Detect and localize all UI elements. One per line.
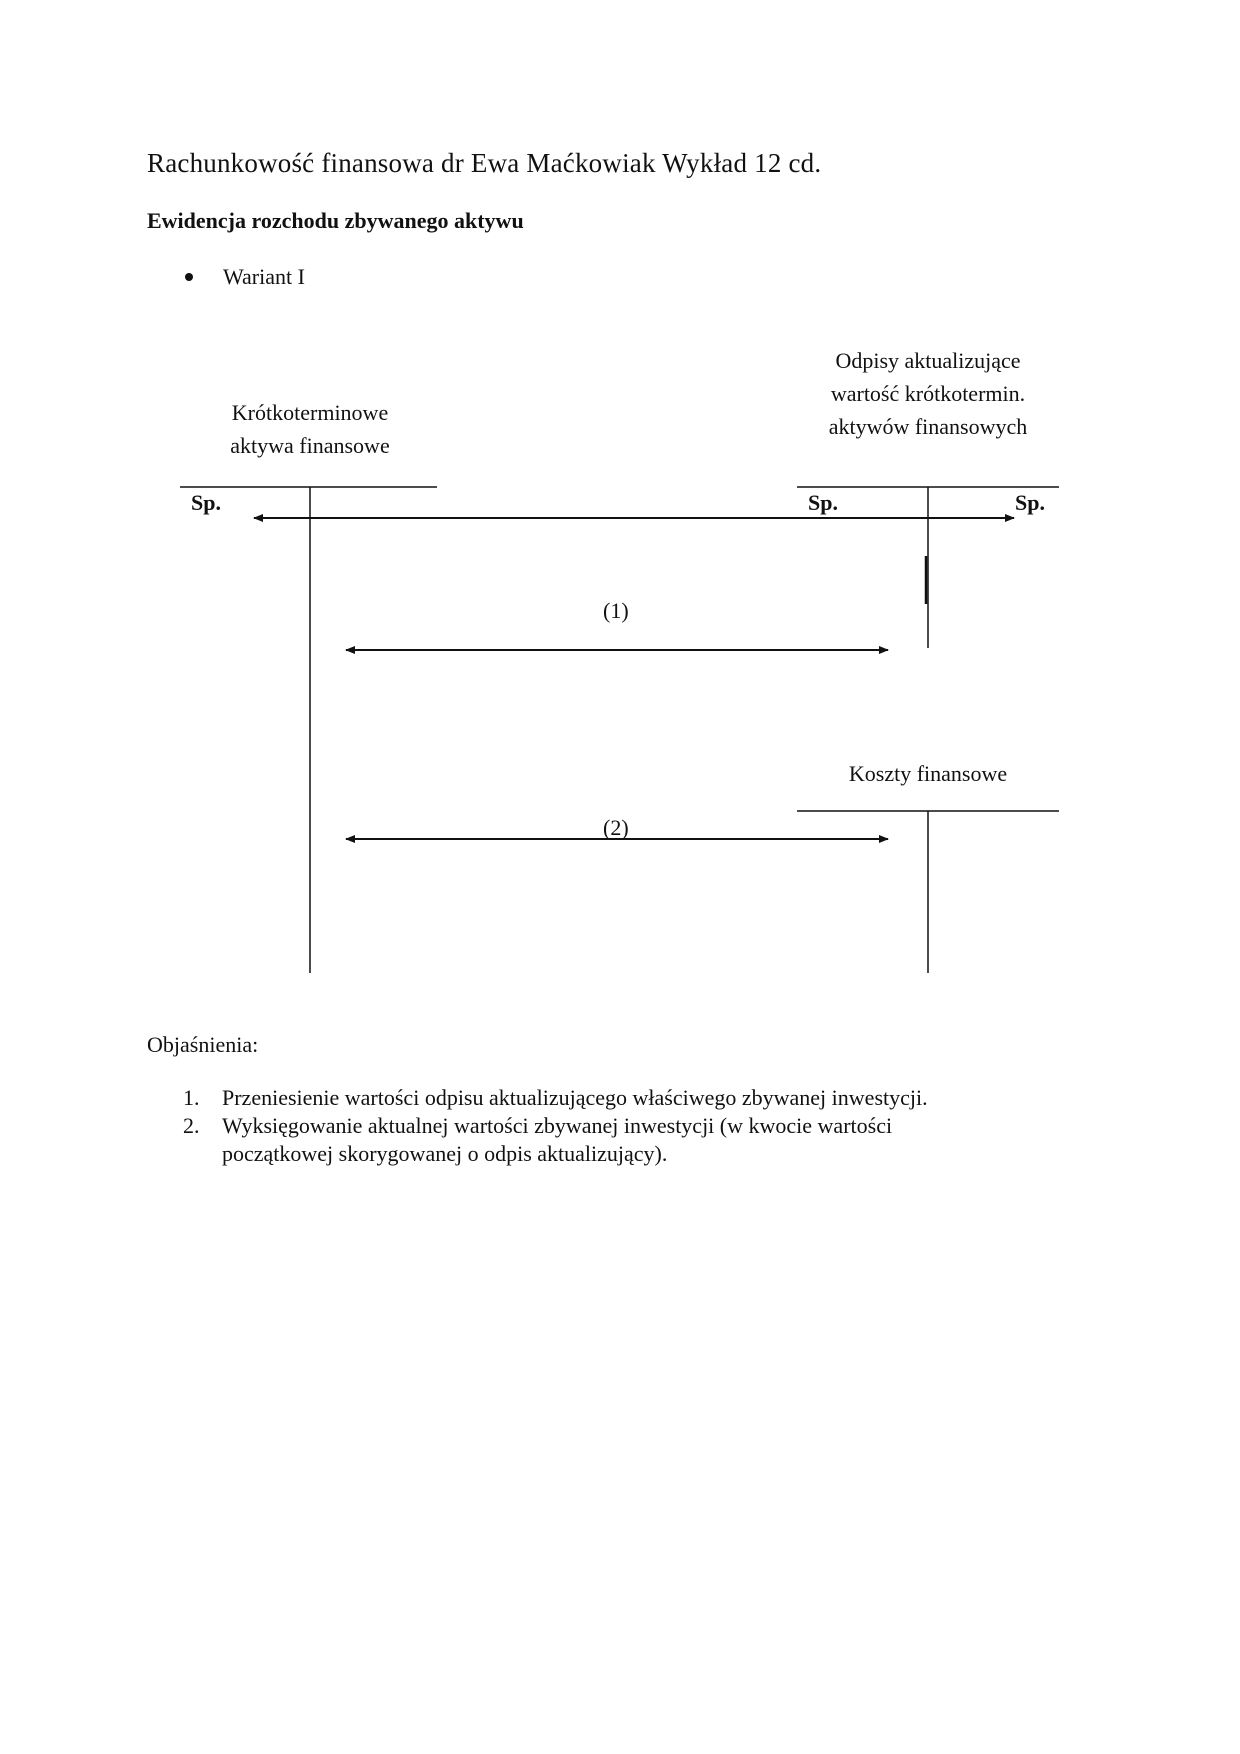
list-item-text [222, 1084, 928, 1112]
explanations-title: Objaśnienia: [147, 1032, 259, 1057]
list-item-line: Przeniesienie wartości odpisu aktualizującego właściwego zbywanej inwestycji. [222, 1085, 928, 1110]
account-label-line: wartość krótkotermin. [830, 381, 1026, 406]
variant-bullet [185, 264, 305, 290]
list-item-line: początkowej skorygowanej o odpis aktualizujący). [222, 1141, 668, 1166]
section-heading: Ewidencja rozchodu zbywanego aktywu [147, 208, 524, 233]
bullet-icon [185, 273, 193, 281]
account-label-line: aktywów finansowych [828, 414, 1028, 439]
page-title: Rachunkowość finansowa dr Ewa Maćkowiak Wykład 12 cd. [147, 148, 822, 178]
list-item-line: Wyksięgowanie aktualnej wartości zbywanej inwestycji (w kwocie wartości [222, 1113, 893, 1138]
account-label-krotkoterminowe [200, 396, 420, 462]
variant-label: Wariant I [223, 264, 305, 289]
t-account-krotkoterminowe [180, 487, 437, 973]
entry-1-label: (1) [603, 598, 629, 623]
account-label-line: Odpisy aktualizujące [835, 348, 1021, 373]
sp-label-odpisy-right: Sp. [1015, 490, 1045, 515]
list-item [183, 1084, 928, 1112]
account-label-line: Krótkoterminowe [231, 400, 389, 425]
account-label-odpisy [788, 344, 1068, 443]
account-label-line: Koszty finansowe [848, 761, 1008, 786]
account-label-koszty [808, 757, 1048, 790]
t-account-koszty [797, 811, 1059, 973]
entry-2-label: (2) [603, 815, 629, 840]
list-item-number: 2. [183, 1113, 200, 1138]
sp-label-odpisy-left: Sp. [808, 490, 838, 515]
list-item-number: 1. [183, 1085, 200, 1110]
explanations-list [183, 1084, 928, 1168]
account-label-line: aktywa finansowe [230, 433, 390, 458]
sp-label-krotkoterminowe: Sp. [191, 490, 221, 515]
list-item-text [222, 1112, 892, 1168]
list-item [183, 1112, 928, 1168]
